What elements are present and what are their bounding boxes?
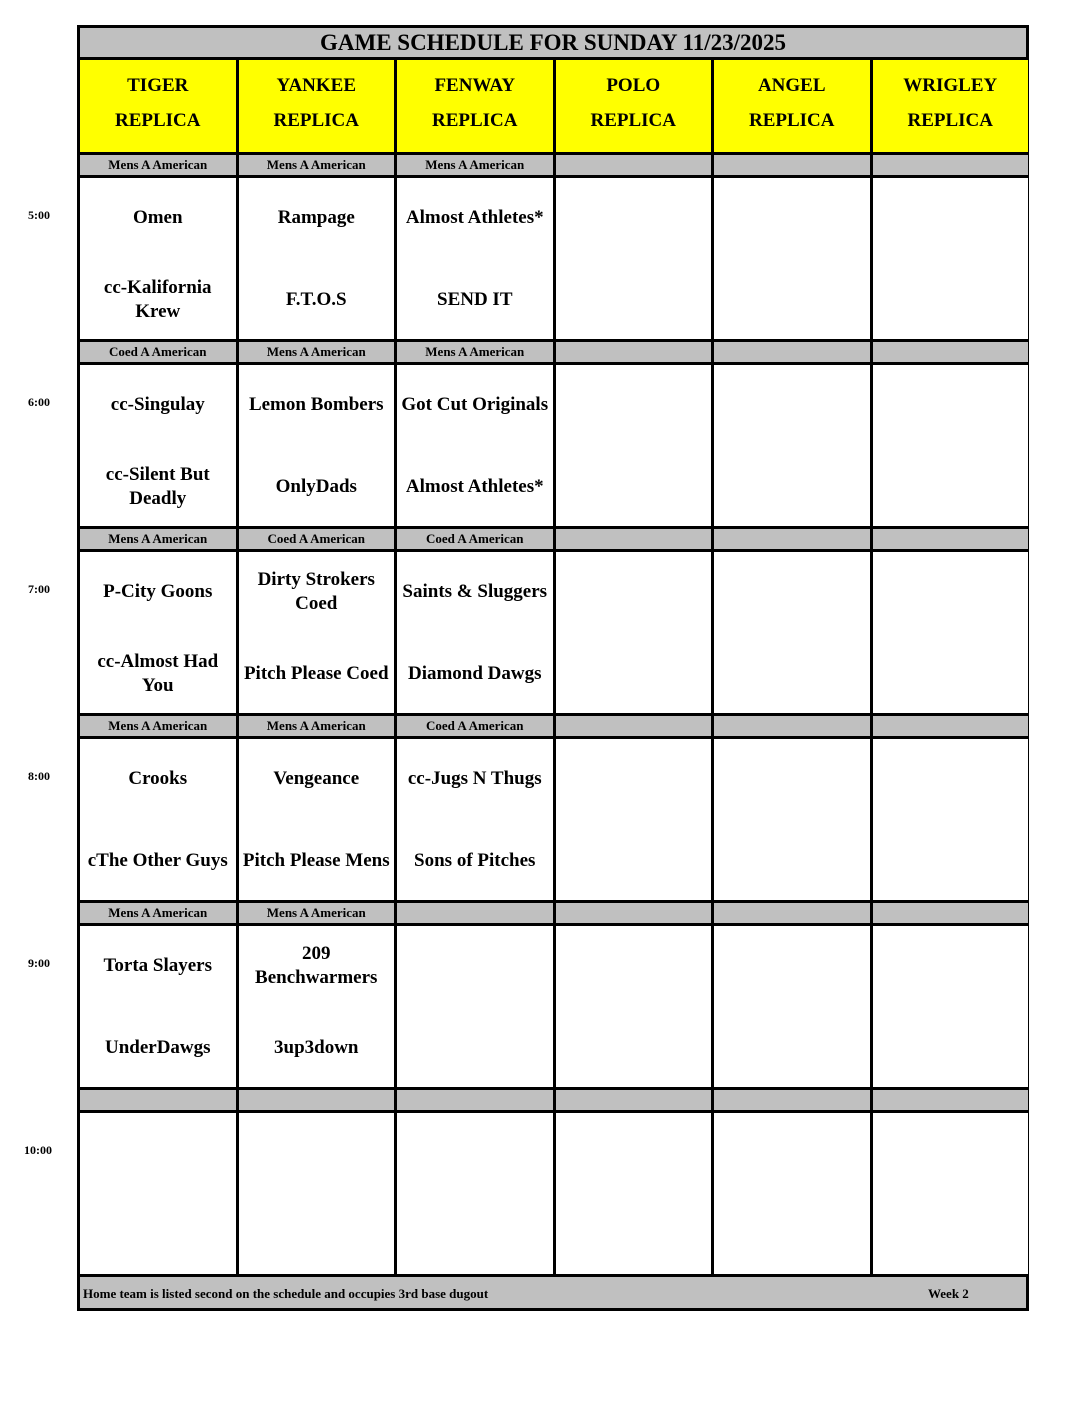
game-cell: [80, 365, 236, 526]
home-team: SEND IT: [437, 289, 513, 310]
division-label: [556, 529, 712, 549]
away-team: [556, 938, 712, 994]
away-team: [556, 377, 712, 433]
game-cell: [556, 739, 712, 900]
game-cell: [556, 926, 712, 1087]
field-subtitle: REPLICA: [590, 110, 676, 131]
division-label: [714, 1090, 870, 1110]
away-team: Almost Athletes*: [405, 207, 544, 228]
division-label: [556, 903, 712, 923]
division-label: [714, 529, 870, 549]
division-label: Mens A American: [239, 716, 395, 736]
away-team: [873, 938, 1029, 994]
away-team: Torta Slayers: [103, 955, 213, 976]
away-team: [714, 190, 870, 246]
field-header: [80, 60, 236, 152]
home-team: [714, 833, 870, 889]
division-label: Mens A American: [397, 342, 553, 362]
division-label: [873, 1090, 1029, 1110]
game-cell: [714, 739, 870, 900]
home-team: [873, 646, 1029, 702]
home-team: [873, 1020, 1029, 1076]
home-team: [873, 459, 1029, 515]
home-team: [714, 1020, 870, 1076]
game-cell: [873, 365, 1029, 526]
game-cell: [714, 1113, 870, 1274]
time-label: 8:00: [28, 769, 50, 783]
game-cell: [714, 926, 870, 1087]
home-team: [556, 272, 712, 328]
home-team: [397, 1020, 553, 1076]
field-header: [239, 60, 395, 152]
game-cell: [239, 739, 395, 900]
game-cell: [397, 1113, 553, 1274]
division-label: Mens A American: [239, 903, 395, 923]
home-team: [397, 1207, 553, 1263]
division-label: [873, 716, 1029, 736]
home-team: [556, 1020, 712, 1076]
home-team: F.T.O.S: [285, 289, 347, 310]
away-team: Vengeance: [273, 768, 360, 789]
game-cell: [80, 1113, 236, 1274]
game-cell: [714, 178, 870, 339]
game-cell: [397, 926, 553, 1087]
field-subtitle: REPLICA: [273, 110, 359, 131]
away-team: Saints & Sluggers: [402, 581, 548, 602]
away-team: [80, 1125, 236, 1181]
away-team: Omen: [132, 207, 183, 228]
division-label: [397, 1090, 553, 1110]
field-name: ANGEL: [757, 75, 826, 96]
home-team: [873, 833, 1029, 889]
field-name: WRIGLEY: [903, 75, 998, 96]
footer-note: Home team is listed second on the schedule and occupies 3rd base dugout: [83, 1286, 489, 1301]
home-team: [556, 459, 712, 515]
game-cell: [556, 552, 712, 713]
division-label: [239, 1090, 395, 1110]
division-label: Mens A American: [80, 903, 236, 923]
away-team: [397, 938, 553, 994]
game-cell: [873, 178, 1029, 339]
division-label: Coed A American: [397, 716, 553, 736]
away-team: [873, 190, 1029, 246]
home-team: [80, 1207, 236, 1263]
away-team: Dirty Strokers Coed: [257, 569, 375, 614]
home-team: [239, 1207, 395, 1263]
game-cell: [556, 1113, 712, 1274]
home-team: Sons of Pitches: [414, 850, 536, 871]
division-label: [556, 342, 712, 362]
division-label: Coed A American: [80, 342, 236, 362]
home-team: [556, 1207, 712, 1263]
away-team: 209 Benchwarmers: [255, 943, 378, 988]
home-team: Pitch Please Coed: [243, 663, 389, 684]
division-label: [873, 529, 1029, 549]
division-label: Mens A American: [239, 342, 395, 362]
game-cell: [556, 365, 712, 526]
division-label: Coed A American: [239, 529, 395, 549]
time-label: 5:00: [28, 208, 50, 222]
away-team: [556, 564, 712, 620]
home-team: 3up3down: [274, 1037, 359, 1058]
away-team: [556, 751, 712, 807]
game-cell: [239, 365, 395, 526]
field-name: YANKEE: [276, 75, 357, 96]
division-label: [556, 716, 712, 736]
away-team: Got Cut Originals: [401, 394, 549, 415]
game-cell: [80, 739, 236, 900]
division-label: Coed A American: [397, 529, 553, 549]
division-label: [714, 903, 870, 923]
game-cell: [556, 178, 712, 339]
time-label: 10:00: [24, 1143, 52, 1157]
away-team: [239, 1125, 395, 1181]
division-label: [714, 342, 870, 362]
home-team: cThe Other Guys: [87, 850, 228, 871]
away-team: P-City Goons: [103, 581, 213, 602]
away-team: [873, 1125, 1029, 1181]
game-cell: [80, 552, 236, 713]
footer-bar: [80, 1277, 1026, 1308]
away-team: [714, 564, 870, 620]
home-team: [873, 1207, 1029, 1263]
game-cell: [239, 1113, 395, 1274]
away-team: cc-Jugs N Thugs: [407, 768, 542, 789]
game-cell: [873, 1113, 1029, 1274]
field-subtitle: REPLICA: [431, 110, 518, 131]
division-label: [80, 1090, 236, 1110]
game-cell: [239, 552, 395, 713]
division-label: [714, 155, 870, 175]
away-team: [397, 1125, 553, 1181]
field-name: FENWAY: [434, 75, 516, 96]
division-label: [556, 155, 712, 175]
field-name: POLO: [606, 75, 661, 96]
field-header: [397, 60, 553, 152]
division-label: [873, 903, 1029, 923]
division-label: Mens A American: [397, 155, 553, 175]
home-team: cc-Silent But Deadly: [105, 464, 210, 509]
schedule-grid: [77, 25, 1029, 1311]
away-team: [556, 190, 712, 246]
away-team: [873, 751, 1029, 807]
division-label: [556, 1090, 712, 1110]
game-cell: [714, 552, 870, 713]
away-team: [873, 377, 1029, 433]
home-team: [714, 1207, 870, 1263]
field-header: [873, 60, 1029, 152]
page-title: GAME SCHEDULE FOR SUNDAY 11/23/2025: [80, 28, 1026, 57]
away-team: Lemon Bombers: [248, 394, 384, 415]
away-team: Crooks: [128, 768, 188, 789]
time-label: 7:00: [28, 582, 50, 596]
home-team: UnderDawgs: [104, 1037, 211, 1058]
away-team: [873, 564, 1029, 620]
away-team: [556, 1125, 712, 1181]
game-cell: [873, 926, 1029, 1087]
home-team: [714, 646, 870, 702]
division-label: Mens A American: [80, 716, 236, 736]
field-subtitle: REPLICA: [748, 110, 835, 131]
away-team: Rampage: [277, 207, 355, 228]
game-cell: [239, 178, 395, 339]
away-team: [714, 751, 870, 807]
field-header: [556, 60, 712, 152]
division-label: Mens A American: [80, 155, 236, 175]
game-cell: [873, 739, 1029, 900]
home-team: Diamond Dawgs: [407, 663, 542, 684]
away-team: cc-Singulay: [110, 394, 205, 415]
away-team: [714, 938, 870, 994]
game-cell: [873, 552, 1029, 713]
time-label: 9:00: [28, 956, 50, 970]
time-label: 6:00: [28, 395, 50, 409]
game-cell: [397, 739, 553, 900]
division-label: [714, 716, 870, 736]
home-team: cc-Almost Had You: [97, 651, 219, 696]
division-label: Mens A American: [80, 529, 236, 549]
home-team: [873, 272, 1029, 328]
division-label: [397, 903, 553, 923]
division-label: [873, 342, 1029, 362]
field-name: TIGER: [127, 75, 189, 96]
field-subtitle: REPLICA: [907, 110, 993, 131]
field-subtitle: REPLICA: [114, 110, 201, 131]
home-team: cc-Kalifornia Krew: [103, 277, 212, 322]
home-team: OnlyDads: [275, 476, 357, 497]
home-team: [714, 272, 870, 328]
field-header: [714, 60, 870, 152]
home-team: [556, 646, 712, 702]
home-team: [714, 459, 870, 515]
game-cell: [397, 552, 553, 713]
division-label: [873, 155, 1029, 175]
game-cell: [714, 365, 870, 526]
game-cell: [239, 926, 395, 1087]
home-team: Pitch Please Mens: [242, 850, 390, 871]
away-team: [714, 1125, 870, 1181]
away-team: [714, 377, 870, 433]
game-cell: [397, 178, 553, 339]
game-cell: [397, 365, 553, 526]
game-cell: [80, 178, 236, 339]
home-team: [556, 833, 712, 889]
game-cell: [80, 926, 236, 1087]
division-label: Mens A American: [239, 155, 395, 175]
home-team: Almost Athletes*: [405, 476, 544, 497]
week-label: Week 2: [928, 1286, 969, 1301]
